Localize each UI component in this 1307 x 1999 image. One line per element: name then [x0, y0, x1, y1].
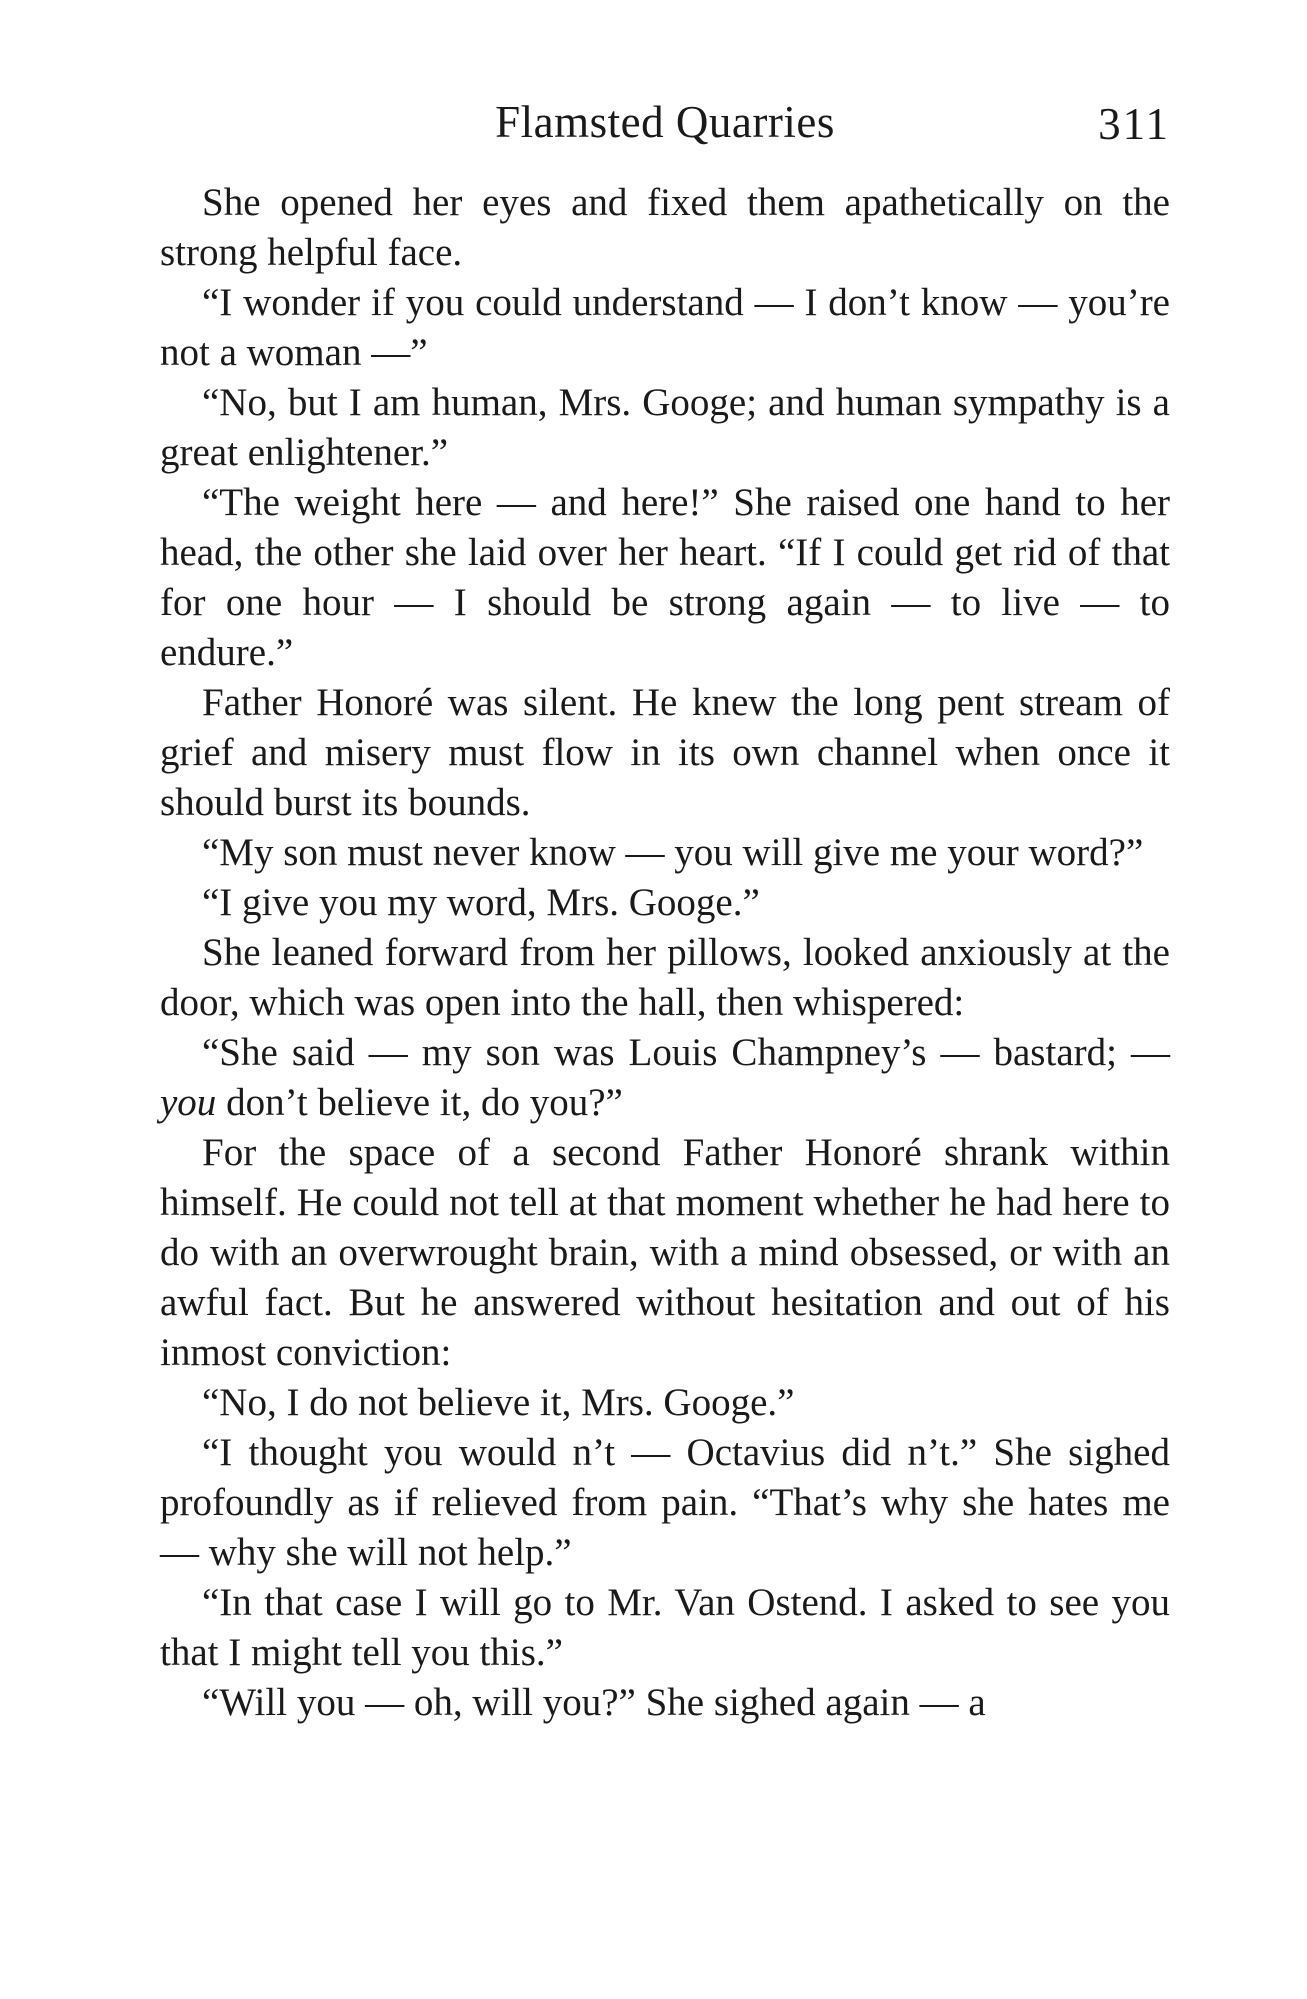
paragraph: She leaned forward from her pillows, looked anxiously at the door, which was open into the hall, then whispered: — [160, 931, 1170, 1024]
paragraph: She opened her eyes and fixed them apathetically on the strong helpful face. — [160, 181, 1170, 274]
paragraph: “I give you my word, Mrs. Googe.” — [202, 881, 760, 924]
running-head — [160, 96, 1170, 156]
paragraph-text: don’t believe it, do you?” — [216, 1081, 623, 1124]
paragraph-text: “She said — my son was Louis Champney’s — bastard; — — [202, 1031, 1170, 1074]
paragraph — [160, 1028, 1170, 1128]
paragraph: “In that case I will go to Mr. Van Ostend. I asked to see you that I might tell you this.” — [160, 1581, 1170, 1674]
body-text — [160, 178, 1170, 1728]
running-title: Flamsted Quarries — [495, 97, 835, 147]
paragraph: “The weight here — and here!” She raised one hand to her head, the other she laid over her heart. “If I could get rid of that for one hour — I should be strong again — to live — to endure.” — [160, 481, 1170, 674]
emphasized-word: you — [160, 1081, 217, 1124]
page-number: 311 — [1098, 99, 1170, 149]
paragraph: “No, I do not believe it, Mrs. Googe.” — [202, 1381, 795, 1424]
paragraph: “Will you — oh, will you?” She sighed again — a — [202, 1681, 986, 1724]
paragraph: “My son must never know — you will give me your word?” — [202, 831, 1144, 874]
paragraph: “I thought you would n’t — Octavius did n’t.” She sighed profoundly as if relieved from pain. “That’s why she hates me — why she will not help.” — [160, 1431, 1170, 1574]
paragraph: For the space of a second Father Honoré shrank within himself. He could not tell at that moment whether he had here to do with an overwrought brain, with a mind obsessed, or with an awful fact. But he answered without hesitation and out of his inmost conviction: — [160, 1131, 1170, 1374]
paragraph: “No, but I am human, Mrs. Googe; and human sympathy is a great enlightener.” — [160, 381, 1170, 474]
paragraph: Father Honoré was silent. He knew the long pent stream of grief and misery must flow in its own channel when once it should burst its bounds. — [160, 681, 1170, 824]
paragraph: “I wonder if you could understand — I don’t know — you’re not a woman —” — [160, 281, 1170, 374]
